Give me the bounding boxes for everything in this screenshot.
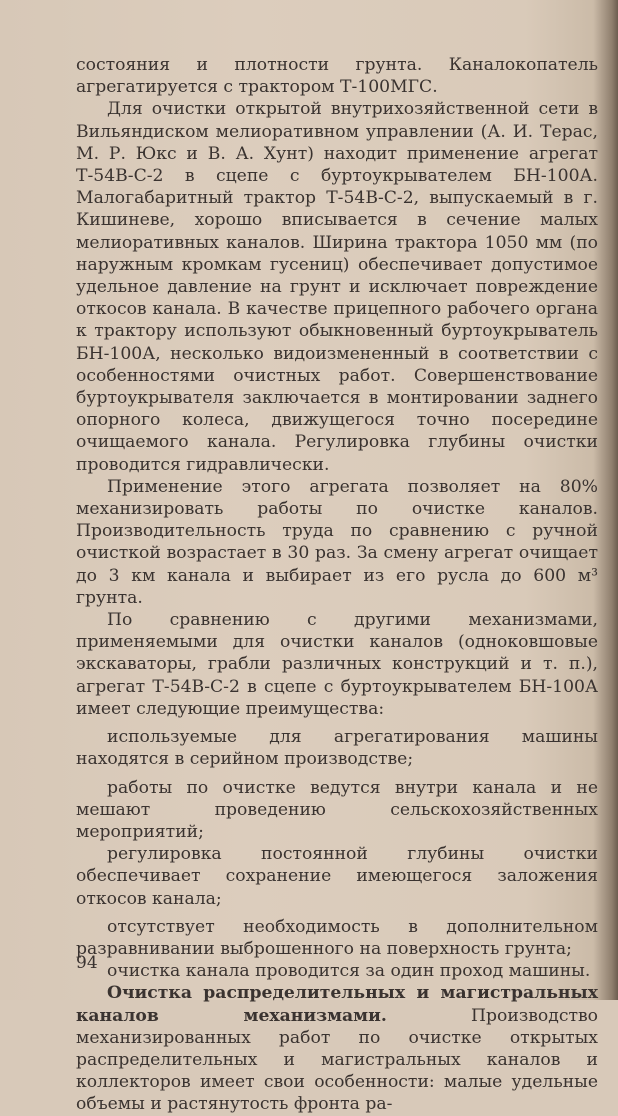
section-paragraph: [76, 982, 598, 1115]
paragraph-3: Применение этого агрегата позволяет на 80% механизировать работы по очистке каналов. Производительность труда по сравнению с ручной очисткой возрастает в 30 раз. За смену агрегат очищает до 3 км канала и выбирает из его русла до 600 м³ грунта.: [76, 476, 598, 608]
list-item-1: используемые для агрегатирования машины находятся в серийном производстве;: [76, 727, 598, 770]
paragraph-1: состояния и плотности грунта. Каналокопатель агрегатируется с трактором Т-100МГС.: [76, 55, 598, 98]
section-heading: Очистка распределительных и магистральных каналов механизмами.: [76, 983, 598, 1026]
list-item-3: регулировка постоянной глубины очистки обеспечивает сохранение имеющегося заложения откосов канала;: [76, 844, 598, 909]
list-item-4: отсутствует необходимость в дополнительном разравнивании выброшенного на поверхность грунта;: [76, 916, 598, 959]
paragraph-4: По сравнению с другими механизмами, применяемыми для очистки каналов (одноковшовые экскаваторы, грабли различных конструкций и т. п.), агрегат Т-54В-С-2 в сцепе с буртоукрывателем БН-100А имеет следующие преимущества:: [76, 610, 598, 719]
section-text: Производство механизированных работ по очистке открытых распределительных и магистральных каналов и коллекторов имеет свои особенности: малые удельные объемы и растянутость фронта ра-: [76, 1005, 598, 1115]
page-number: 94: [76, 953, 98, 973]
paragraph-2: Для очистки открытой внутрихозяйственной сети в Вильяндиском мелиоративном управлении (А. И. Терас, М. Р. Юкс и В. А. Хунт) находит применение агрегат Т-54В-С-2 в сцепе с буртоукрывателем БН-100А. Малогабаритный трактор Т-54В-С-2, выпускаемый в г. Кишиневе, хорошо вписывается в сечение малых мелиоративных каналов. Ширина трактора 1050 мм (по наружным кромкам гусениц) обеспечивает допустимое удельное давление на грунт и исключает повреждение откосов канала. В качестве прицепного рабочего органа к трактору используют обыкновенный буртоукрыватель БН-100А, несколько видоизмененный в соответствии с особенностями очистных работ. Совершенствование буртоукрывателя заключается в монтировании заднего опорного колеса, движущегося точно посередине очищаемого канала. Регулировка глубины очистки проводится гидравлически.: [76, 99, 598, 475]
list-item-2: работы по очистке ведутся внутри канала и не мешают проведению сельскохозяйственных мероприятий;: [76, 777, 598, 842]
body-text: [76, 54, 598, 1116]
list-item-5: очистка канала проводится за один проход машины.: [107, 961, 591, 982]
